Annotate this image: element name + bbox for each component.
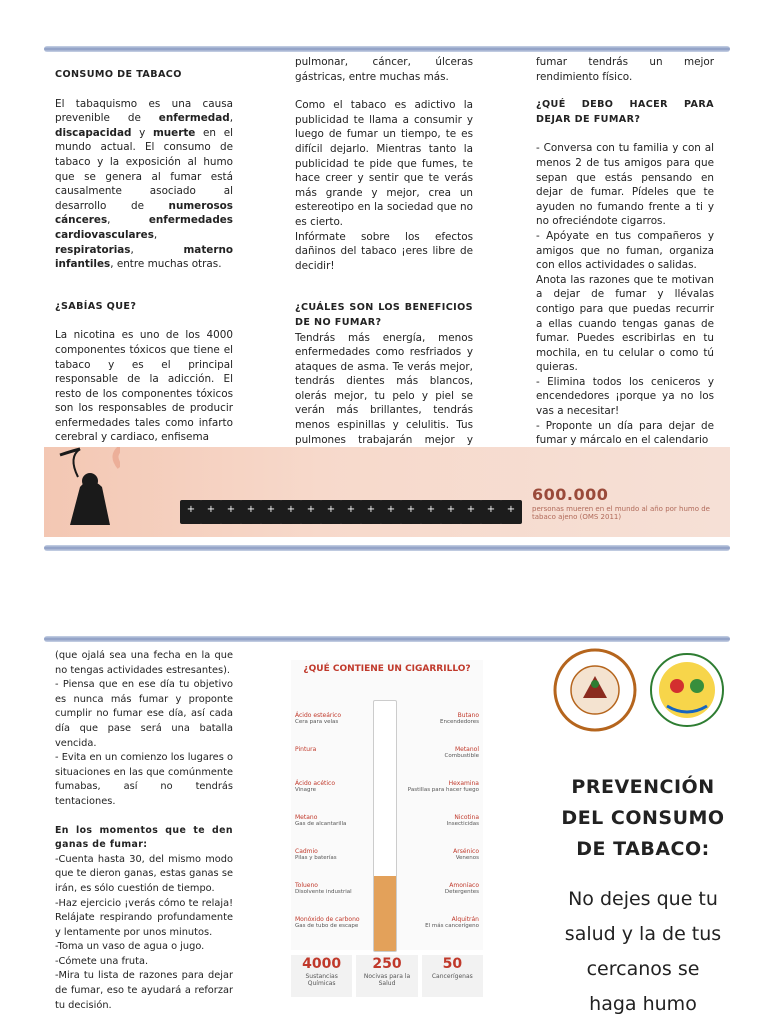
tombstone-icon: [200, 500, 222, 524]
ingredient-item: [399, 882, 479, 896]
text: y: [131, 126, 153, 139]
grim-reaper-icon: [50, 447, 120, 537]
ingredient-use: Pastillas para hacer fuego: [407, 787, 479, 793]
tombstone-icon: [180, 500, 202, 524]
tombstone-icon: [320, 500, 342, 524]
ingredient-name: Metanol: [454, 746, 479, 753]
ingredient-use: Disolvente industrial: [295, 889, 352, 895]
nicotina-paragraph: La nicotina es uno de los 4000 componentes tóxicos que tiene el tabaco y es el principal responsable de la adicción. El resto de los componentes tóxicos son los responsables de producir enfermedades tales como infarto cerebral y cardiaco, enfisema: [55, 329, 233, 444]
tombstone-icon: [360, 500, 382, 524]
stat-label: Sustancias Químicas: [305, 973, 338, 987]
text: El tabaquismo es una causa prevenible de: [55, 97, 233, 125]
tip-item: - Evita en un comienzo los lugares o situaciones en las que comúnmente fumabas, así no tendrás tentaciones.: [55, 752, 233, 807]
ingredient-name: Monóxido de carbono: [295, 916, 360, 923]
text: enfermedad: [158, 112, 230, 125]
ingredient-name: Cadmio: [295, 848, 318, 855]
informate-paragraph: Infórmate sobre los efectos dañinos del tabaco ¡eres libre de decidir!: [295, 230, 473, 272]
ingredient-use: Gas de alcantarilla: [295, 821, 347, 827]
heading-dejar: ¿QUÉ DEBO HACER PARA DEJAR DE FUMAR?: [536, 99, 714, 125]
intro-paragraph: [55, 97, 233, 272]
heading-momentos: En los momentos que te den ganas de fumar:: [55, 824, 233, 851]
ingredient-use: Gas de tubo de escape: [295, 923, 359, 929]
ingredient-name: Arsénico: [453, 848, 479, 855]
list-item: -Mira tu lista de razones para dejar de fumar, eso te ayudará a reforzar tu decisión.: [55, 970, 233, 1011]
title-line: PREVENCIÓN: [571, 776, 715, 798]
tip-item: - Apóyate en tus compañeros y amigos que no fuman, organiza con ellos actividades o salidas.: [536, 229, 714, 272]
ingredient-use: Encendedores: [440, 719, 479, 725]
heading-sabias: ¿SABÍAS QUE?: [55, 300, 137, 312]
text: respiratorias: [55, 243, 131, 256]
text: muerte: [152, 126, 196, 139]
ingredient-use: Pilas y baterías: [295, 855, 337, 861]
text: ,: [107, 214, 149, 227]
title-line: DE TABACO:: [576, 838, 710, 860]
tombstone-icon: [240, 500, 262, 524]
title-line: DEL CONSUMO: [561, 807, 725, 829]
ingredient-use: Cera para velas: [295, 719, 339, 725]
subtitle-line: cercanos se: [586, 958, 700, 980]
text: ,: [130, 243, 184, 256]
column-4: [55, 649, 233, 1013]
mortality-banner: [44, 447, 730, 537]
ingredient-item: [399, 916, 479, 930]
stat-number: 50: [442, 956, 463, 972]
deaths-caption: personas mueren en el mundo al año por humo de tabaco ajeno (OMS 2011): [532, 505, 710, 521]
stat-number: 4000: [302, 956, 342, 972]
ingredient-name: Hexamina: [448, 780, 479, 787]
ingredient-item: [399, 848, 479, 862]
list-item: -Cuenta hasta 30, del mismo modo que te dieron ganas, estas ganas se irán, es sólo cuestión de tiempo.: [55, 853, 233, 894]
tombstone-icon: [340, 500, 362, 524]
ingredient-name: Butano: [457, 712, 479, 719]
tip-item: - Piensa que en ese día tu objetivo es nunca más fumar y proponte cumplir no fumar ese día, así cada día que pase será una batalla vencida.: [55, 679, 233, 749]
text: enfermedades cardiovasculares: [55, 214, 233, 241]
heading-consumo: CONSUMO DE TABACO: [55, 69, 182, 80]
text: ,: [153, 228, 158, 241]
column-1: [55, 68, 233, 445]
middle-divider: [44, 545, 730, 551]
subtitle-line: haga humo: [589, 993, 697, 1015]
beneficios-paragraph: Tendrás más energía, menos enfermedades como resfriados y ataques de asma. Te verás mejor, tendrás dientes más blancos, olerás mejor, tu pelo y piel se verán más brillantes, tendrás menos espinillas y celulitis. Tus pulmones trabajarán mejor y: [295, 331, 473, 446]
ingredient-use: Insecticidas: [446, 821, 479, 827]
list-item: -Cómete una fruta.: [55, 955, 149, 967]
tombstone-icon: [480, 500, 502, 524]
stat-box: [291, 955, 352, 997]
ingredient-use: Venenos: [455, 855, 479, 861]
stat-box: [356, 955, 417, 997]
tip-item: - Elimina todos los ceniceros y encendedores ¡porque ya no los vas a necesitar!: [536, 375, 714, 418]
ingredient-item: [295, 848, 375, 862]
ingredient-use: Detergentes: [444, 889, 479, 895]
ingredient-item: [295, 780, 375, 794]
tombstone-icon: [500, 500, 522, 524]
list-item: -Toma un vaso de agua o jugo.: [55, 941, 205, 953]
ingredient-use: Vinagre: [295, 787, 317, 793]
text: materno infantiles: [55, 243, 233, 271]
top-divider: [44, 46, 730, 52]
ingredient-name: Alquitrán: [451, 916, 479, 923]
tombstone-icon: [300, 500, 322, 524]
ingredient-name: Amoníaco: [449, 882, 479, 889]
ingredient-item: [399, 712, 479, 726]
cigarette-icon: [373, 700, 397, 952]
ingredient-item: [399, 780, 479, 794]
tip-item: Anota las razones que te motivan a dejar de fumar y llévalas contigo para que puedas recurrir a ellas cuando tengas ganas de fumar. Puedes escribirlas en tu mochila, en tu celular o como tú quieras.: [536, 273, 714, 374]
tombstone-icon: [400, 500, 422, 524]
stat-label: Cancerígenas: [431, 973, 473, 980]
tombstone-icon: [420, 500, 442, 524]
subtitle-line: salud y la de tus: [564, 923, 722, 945]
publicidad-paragraph: Como el tabaco es adictivo la publicidad te llama a consumir y luego de fumar un tiempo, te es difícil dejarlo. Mientras tanto la publicidad te pide que fumes, te hace creer y sentir que te verás más grande y mejor, crea un estereotipo en la sociedad que no es cierto.: [295, 99, 473, 228]
infographic-title: ¿QUÉ CONTIENE UN CIGARRILLO?: [303, 664, 471, 674]
ingredient-name: Nicotina: [454, 814, 479, 821]
column-2: [295, 55, 473, 462]
ingredient-name: Ácido esteárico: [295, 712, 341, 719]
text: ,: [229, 112, 233, 125]
ingredient-item: [399, 746, 479, 760]
ingredient-use: Combustible: [444, 753, 479, 759]
text: numerosos cánceres: [55, 199, 233, 227]
tombstone-icon: [460, 500, 482, 524]
text: discapacidad: [55, 126, 132, 139]
ingredient-name: Tolueno: [295, 882, 318, 889]
continued-paragraph: fumar tendrás un mejor rendimiento físico.: [536, 56, 714, 83]
deaths-number: 600.000: [532, 485, 609, 504]
cigarette-infographic: [291, 660, 483, 950]
ingredient-item: [295, 712, 375, 726]
ingredient-item: [399, 814, 479, 828]
ingredient-item: [295, 916, 375, 930]
tombstone-icon: [260, 500, 282, 524]
tip-item: (que ojalá sea una fecha en la que no tengas actividades estresantes).: [55, 650, 233, 676]
cesfam-logo: [645, 648, 735, 728]
ingredient-name: Pintura: [295, 746, 317, 753]
ingredient-name: Ácido acético: [295, 780, 336, 787]
heading-beneficios: ¿CUÁLES SON LOS BENEFICIOS DE NO FUMAR?: [295, 302, 473, 328]
text: , entre muchas otras.: [110, 258, 222, 271]
cover-title: [548, 772, 738, 865]
ingredient-item: [295, 882, 375, 896]
stats-row: [291, 955, 483, 997]
list-item: -Haz ejercicio ¡verás cómo te relaja! Relájate respirando profundamente y lentamente por unos minutos.: [55, 897, 233, 938]
subtitle-line: No dejes que tu: [568, 888, 718, 910]
tip-item: - Proponte un día para dejar de fumar y márcalo en el calendario: [536, 419, 714, 447]
ingredient-name: Metano: [295, 814, 318, 821]
ingredient-item: [295, 746, 375, 753]
stat-number: 250: [372, 956, 402, 972]
promocion-salud-logo: [553, 648, 637, 732]
tombstone-icon: [380, 500, 402, 524]
stat-label: Nocivas para la Salud: [363, 973, 411, 987]
stat-box: [422, 955, 483, 997]
lower-divider: [44, 636, 730, 642]
text: en el mundo actual. El consumo de tabaco y la exposición al humo que se genera al fumar está causalmente asociado al desarrollo de: [55, 126, 233, 212]
tombstone-icon: [440, 500, 462, 524]
tip-item: - Conversa con tu familia y con al menos 2 de tus amigos para que sepan que estás pensando en dejar de fumar. Pídeles que te ayuden no fumando frente a ti y no ofreciéndote cigarros.: [536, 142, 714, 228]
tombstone-icon: [280, 500, 302, 524]
column-3: [536, 55, 714, 448]
tombstone-icon: [220, 500, 242, 524]
ingredient-item: [295, 814, 375, 828]
continued-paragraph: pulmonar, cáncer, úlceras gástricas, entre muchas más.: [295, 56, 473, 83]
cover-subtitle: [548, 882, 738, 1022]
ingredient-use: El más cancerígeno: [425, 923, 479, 929]
